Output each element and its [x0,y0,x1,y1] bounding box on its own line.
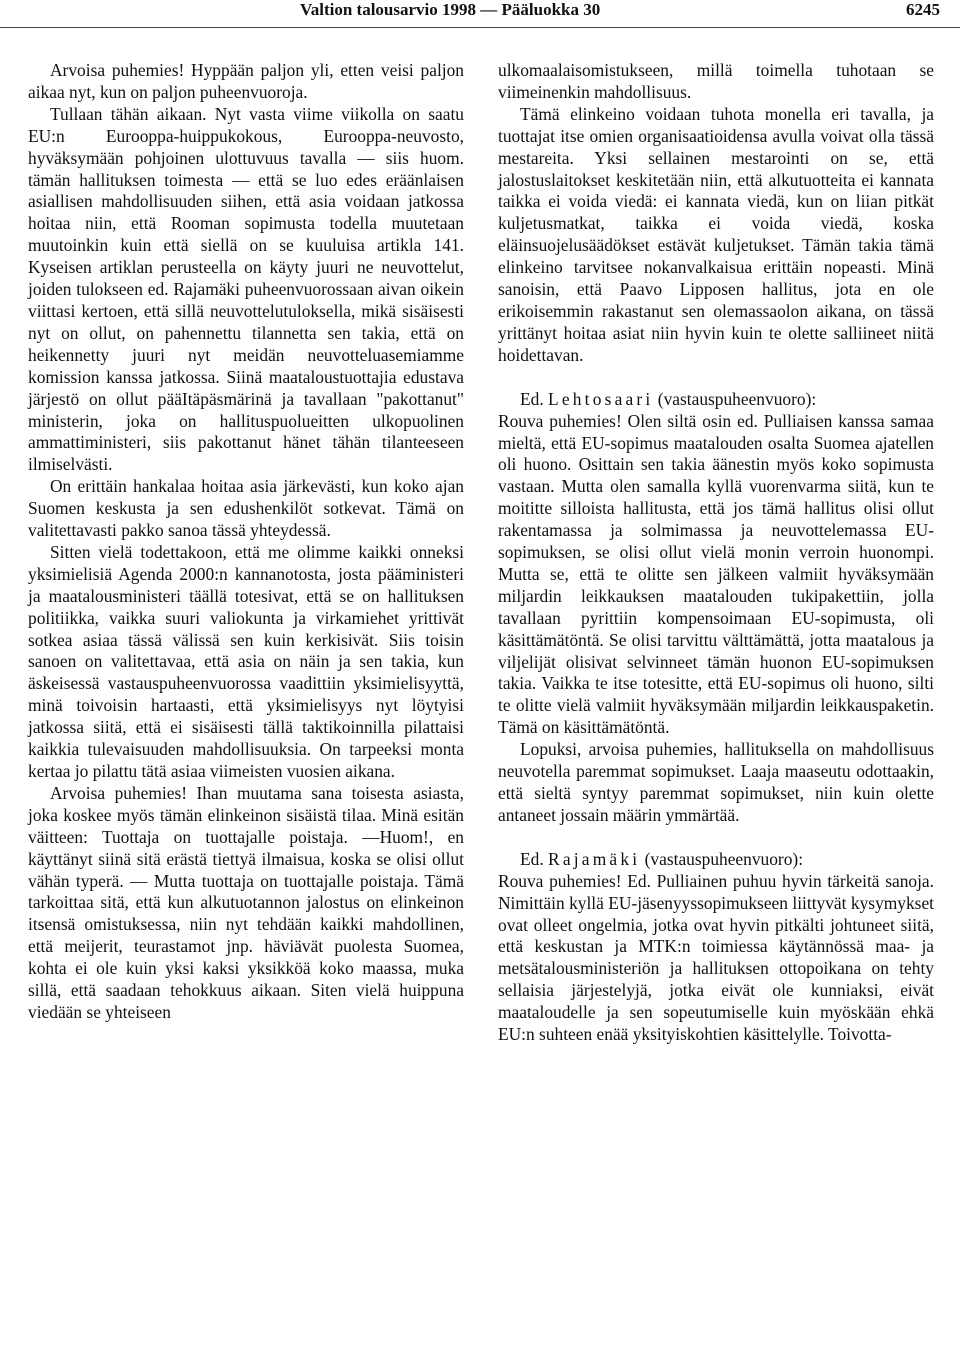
paragraph: Tämä elinkeino voidaan tuhota monella eri tavalla, ja tuottajat itse omien organisaatioidensa avulla voivat olla tässä mestareita. Yksi sellainen mestarointi on se, että jalostuslaitokset keskitetään niin, että alkutuotteita ei kannata taikka ei voida viedä: ei kannata viedä, kun on liian pitkät kuljetusmatkat, taikka ei voida viedä, koska eläinsuojelusäädökset estävät kuljetukset. Tämän takia tämä elinkeino tarvitsee nokanvalkaisua erittäin nopeasti. Minä sanoisin, että Paavo Lipposen hallitus, jota en ole erikoisemmin rakastanut sen olemassaolon aikana, on tässä yrittänyt hoitaa asiat niin hyvin kuin te olette salliineet niitä hoidettavan. [498,103,934,365]
page-number: 6245 [906,0,940,19]
speaker-role: (vastauspuheenvuoro): [644,848,804,869]
paragraph: Rouva puhemies! Ed. Pulliainen puhuu hyvin tärkeitä sanoja. Nimittäin kyllä EU-jäsenyyssopimukseen liittyvät kysymykset ovat olleet ongelmia, jotka ovat hyvin pitkälti johtuneet siitä, että keskustan ja MTK:n toimiessa käytännössä maa- ja metsätalousministeriön ja hallituksen ottopoikana on tehty sellaisia järjestelyjä, jotka eivät ole kunniaksi, eivät maataloudelle ja sen sopeutumiselle kuin myöskään ehkä EU:n suhteen enää yksityiskohtien käsittelylle. Toivotta- [498,870,934,1045]
speaker-name: Rajamäki [548,848,641,869]
speaker-prefix: Ed. [520,388,544,409]
paragraph: Tullaan tähän aikaan. Nyt vasta viime viikolla on saatu EU:n Eurooppa-huippukokous, Eurooppa-neuvosto, hyväksymään pohjoinen ulottuvuus tavalla — siis huom. tämän hallituksen toimesta — että se luo edes eräänlaisen asiallisen mahdollisuuden siihen, että asia voidaan jatkossa hoitaa niin, että Rooman sopimusta todella muutetaan muutoinkin kuin että siellä on se kuuluisa artikla 141. Kyseisen artiklan perusteella on käyty juuri ne neuvottelut, joiden tulokseen ed. Rajamäki puheenvuorossaan aivan oikein viittasi kertoen, että sillä neuvottelutuloksella, mikä sisäisesti nyt on ollut, on pahennettu tilannetta sen takia, että on heikennetty juuri nyt meidän neuvotteluasemiamme komission kanssa jatkossa. Siinä maataloustuottajia edustava järjestö on ollut pääItäpäsmärinä ja tavallaan "pakottanut" ministerin, joka on hallituspuolueitten ulkopuolinen ammattiministeri, siis pakottanut hänet tähän tilanteeseen ilmiselvästi. [28,103,464,475]
paragraph: Sitten vielä todettakoon, että me olimme kaikki onneksi yksimielisiä Agenda 2000:n kannanotosta, josta pääministeri ja maatalousministeri täällä totesivat, että se on hallituksen politiikka, vaikka suuri valiokunta ja virkamiehet yrittivät sotkea asiaa tässä välissä sen kuin kerkisivät. Siis toisin sanoen on valitettavaa, että asia on näin ja sen takia, kun äskeisessä vastauspuheenvuorossa vaadittiin yksimielisyyttä, minä toivoisin hartaasti, että yksimielisyys nyt löytyisi jatkossa siitä, että ei sisäisesti tällä taktikoinnilla pilattaisi kaikkia tulevaisuuden mahdollisuuksia. On tarpeeksi monta kertaa jo pilattu tätä asiaa viimeisten vuosien aikana. [28,541,464,781]
header-rule [0,27,960,28]
paragraph: On erittäin hankalaa hoitaa asia järkevästi, kun koko ajan Suomen keskusta ja sen edushenkilöt sotkevat. Tämä on valitettavasti pakko sanoa tässä yhteydessä. [28,476,464,541]
speaker-prefix: Ed. [520,848,544,869]
paragraph: Arvoisa puhemies! Hyppään paljon yli, etten veisi paljon aikaa nyt, kun on paljon puheenvuoroja. [28,60,464,102]
paragraph: Rouva puhemies! Olen siltä osin ed. Pulliaisen kanssa samaa mieltä, että EU-sopimus maatalouden osalta Suomea ajatellen oli huono. Osittain sen takia äänestin myös koko sopimusta vastaan. Mutta olen samalla kyllä vuorenvarma siitä, kun te moititte silloista hallitusta, että jos tämä hallitus olisi ollut rakentamassa ja solmimassa ja neuvottelemassa EU-sopimuksen, se olisi ollut vielä monin verroin huonompi. Mutta se, että te olitte sen jälkeen valmiit hyväksymään miljardin leikkauksen maatalouden tukipakettiin, jolla tavallaan pyrittiin kompensoimaan EU-sopimusta, oli käsittämätöntä. Se olisi tarvittu välttämättä, jotta maatalous ja viljelijät olisivat selvinneet tämän huonon EU-sopimuksen takia. Vaikka te itse totesitte, että EU-sopimus oli huono, silti te olitte vielä valmiit hyväksymään miljardin leikkauspaketin. Tämä on käsittämätöntä. [498,410,934,738]
speech-lehtosaari [498,389,934,411]
speaker-name: Lehtosaari [548,388,654,409]
running-header [0,0,960,28]
paragraph: ulkomaalaisomistukseen, millä toimella tuhotaan se viimeinenkin mahdollisuus. [498,60,934,102]
header-title: Valtion talousarvio 1998 — Pääluokka 30 [300,0,601,19]
paragraph: Lopuksi, arvoisa puhemies, hallituksella on mahdollisuus neuvotella paremmat sopimukset. Laaja maaseutu odottaakin, että sieltä syntyy paremmat sopimukset, niin kuin olette antaneet jossain määrin ymmärtää. [498,739,934,825]
right-column [498,60,934,1046]
paragraph: Arvoisa puhemies! Ihan muutama sana toisesta asiasta, joka koskee myös tämän elinkeinon sisäistä tilaa. Minä esitän väitteen: Tuottaja on tuottajalle poistaja. —Huom!, en käyttänyt siinä sitä erästä tiettyä ilmaisua, koska se olisi ollut vähän typerä. — Mutta tuottaja on tuottajalle poistaja. Tämä tarkoittaa sitä, että kun alkutuotannon jalostus on elinkeinon itsensä omistuksessa, niin nyt tehdään kaikki mahdollinen, että meijerit, teurastamot jnp. häviävät puolesta Suomea, kohta ei ole kuin yksi kaksi yksikköä koko maassa, muka sillä, että saadaan tehokkuus aikaan. Siten vielä huippuna viedään se yhteiseen [28,782,464,1022]
left-column [28,60,464,1024]
speaker-role: (vastauspuheenvuoro): [657,388,817,409]
speech-rajamaki [498,849,934,871]
